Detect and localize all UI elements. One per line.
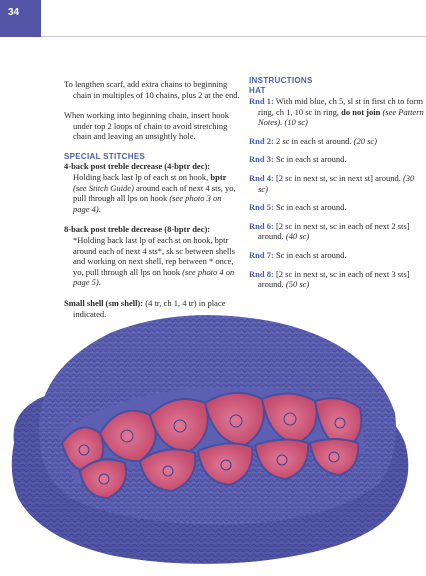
round-note: (50 sc): [285, 279, 310, 290]
stitch-text: around each of next 4 sts, yo, pull through all lps on hook: [73, 182, 236, 204]
round-label: Rnd 1:: [249, 96, 274, 106]
round-label: Rnd 2:: [249, 135, 274, 146]
intro-paragraph-1: To lengthen scarf, add extra chains to beginning chain in multiples of 10 chains, plus 2 at the end.: [64, 79, 240, 100]
stitch-label: 4-back post treble decrease (4-bptr dec):: [64, 161, 211, 172]
stitch-4bptr: [64, 161, 240, 214]
round-text: Sc in each st around.: [273, 154, 347, 165]
stitch-reference: (see photo 4 on page 5): [73, 266, 235, 288]
round-8: [249, 269, 424, 290]
stitch-label: 8-back post treble decrease (8-bptr dec):: [64, 224, 211, 235]
round-note: (30 sc): [258, 172, 415, 194]
stitch-text: *Holding back last lp of each st on hook, bptr around each of next 4 sts*, sk sc between shells and working on next shell, rep between * once, yo, pull through all lps on hook: [73, 235, 235, 277]
round-note: (40 sc): [285, 231, 310, 242]
header-rule: [41, 36, 426, 37]
hat-subheading: HAT: [249, 85, 266, 95]
round-text: [2 sc in next st, sc in next st] around.: [273, 172, 403, 183]
page-number-tab: [0, 0, 41, 37]
instructions-heading: INSTRUCTIONS: [249, 76, 313, 85]
round-text: [2 sc in next st, sc in each of next 2 sts] around.: [258, 220, 410, 242]
round-text: With mid blue, ch 5, sl st in first ch to form ring, ch 1, 10 sc in ring,: [258, 96, 423, 117]
stitch-reference: (see Stitch Guide): [73, 182, 134, 193]
round-label: Rnd 7:: [249, 249, 274, 260]
round-4: [249, 173, 424, 194]
round-2: [249, 136, 424, 147]
round-label: Rnd 5:: [249, 202, 274, 213]
round-label: Rnd 3:: [249, 154, 274, 165]
round-label: Rnd 6:: [249, 220, 274, 231]
stitch-text: (4 tr, ch 1, 4 tr) in place indicated.: [73, 298, 226, 319]
stitch-text: .: [98, 203, 101, 214]
stitch-8bptr: [64, 224, 240, 288]
round-note: (20 sc): [353, 135, 377, 146]
round-text: Sc in each st around.: [273, 202, 347, 213]
left-column: [64, 79, 240, 329]
round-5: [249, 202, 424, 213]
stitch-label: Small shell (sm shell):: [64, 298, 144, 308]
stitch-text: .: [98, 277, 101, 288]
stitch-text: Holding back last lp of each st on hook,: [73, 172, 211, 183]
round-note: (see Pattern Notes). (10 sc): [258, 106, 424, 128]
right-column: [249, 76, 424, 298]
round-emphasis: do not join: [341, 106, 381, 117]
round-label: Rnd 4:: [249, 172, 274, 183]
intro-paragraph-2: When working into beginning chain, insert hook under top 2 loops of chain to avoid stretching chain and leaving an unsightly hole.: [64, 110, 230, 142]
round-6: [249, 221, 424, 242]
round-1: [249, 96, 424, 128]
special-stitches-heading: SPECIAL STITCHES: [64, 151, 146, 161]
round-7: [249, 250, 424, 261]
stitch-reference: (see photo 3 on page 4): [73, 193, 222, 214]
round-text: Sc in each st around.: [273, 249, 347, 260]
page-number: 34: [8, 7, 20, 18]
stitch-abbrev: bptr: [210, 172, 227, 183]
round-3: [249, 154, 424, 165]
crochet-hat-photo: [0, 293, 426, 576]
round-text: 2 sc in each st around.: [273, 135, 354, 146]
round-label: Rnd 8:: [249, 268, 274, 279]
round-text: [2 sc in next st, sc in each of next 3 sts] around.: [258, 268, 410, 290]
